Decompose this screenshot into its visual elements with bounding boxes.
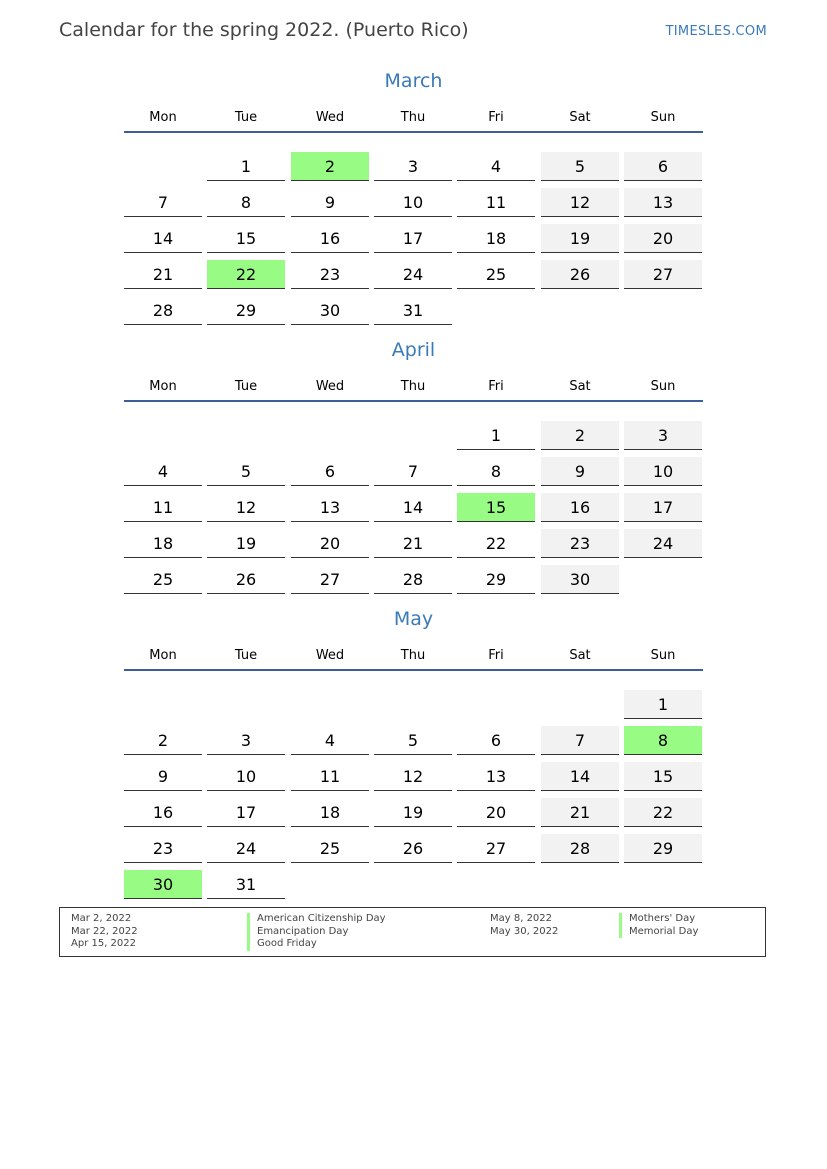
legend-date: Mar 22, 2022 xyxy=(71,925,138,937)
weekday-header: Sun xyxy=(650,379,676,394)
weekday-header: Mon xyxy=(149,110,177,125)
day-cell: 24 xyxy=(624,529,702,558)
day-cell: 9 xyxy=(291,188,369,217)
holiday-day-cell: 30 xyxy=(124,870,202,899)
day-cell: 20 xyxy=(291,529,369,558)
day-cell: 10 xyxy=(624,457,702,486)
day-cell: 4 xyxy=(291,726,369,755)
day-cell: 26 xyxy=(207,565,285,594)
legend-holiday-name: Good Friday xyxy=(247,938,317,951)
weekday-header: Mon xyxy=(149,379,177,394)
weekday-header: Mon xyxy=(149,648,177,663)
day-cell: 7 xyxy=(541,726,619,755)
day-cell: 11 xyxy=(457,188,535,217)
header-divider xyxy=(124,400,703,402)
day-cell: 7 xyxy=(124,188,202,217)
weekday-header: Tue xyxy=(234,648,258,663)
header-divider xyxy=(124,131,703,133)
weekday-header: Fri xyxy=(488,648,504,663)
day-cell: 16 xyxy=(124,798,202,827)
holiday-day-cell: 22 xyxy=(207,260,285,289)
day-cell: 22 xyxy=(457,529,535,558)
day-cell: 29 xyxy=(624,834,702,863)
day-cell: 17 xyxy=(207,798,285,827)
day-cell: 27 xyxy=(457,834,535,863)
weekday-header: Sat xyxy=(569,379,591,394)
day-cell: 17 xyxy=(374,224,452,253)
day-cell: 5 xyxy=(207,457,285,486)
day-cell: 21 xyxy=(124,260,202,289)
day-cell: 15 xyxy=(207,224,285,253)
day-cell: 19 xyxy=(207,529,285,558)
weekday-header: Thu xyxy=(400,110,426,125)
day-cell: 31 xyxy=(374,296,452,325)
day-cell: 17 xyxy=(624,493,702,522)
month-name: April xyxy=(391,339,436,361)
day-cell: 25 xyxy=(291,834,369,863)
day-cell: 13 xyxy=(457,762,535,791)
legend-holiday-name: Emancipation Day xyxy=(247,926,348,939)
holiday-day-cell: 2 xyxy=(291,152,369,181)
day-cell: 29 xyxy=(207,296,285,325)
day-cell: 3 xyxy=(624,421,702,450)
day-cell: 6 xyxy=(624,152,702,181)
legend-holiday-name: Mothers' Day xyxy=(619,913,695,926)
header-divider xyxy=(124,669,703,671)
weekday-header: Wed xyxy=(315,379,345,394)
day-cell: 23 xyxy=(541,529,619,558)
day-cell: 3 xyxy=(207,726,285,755)
weekday-header: Fri xyxy=(488,110,504,125)
page-title: Calendar for the spring 2022. (Puerto Rico) xyxy=(59,19,469,41)
weekday-header: Sat xyxy=(569,110,591,125)
day-cell: 6 xyxy=(291,457,369,486)
day-cell: 29 xyxy=(457,565,535,594)
day-cell: 14 xyxy=(541,762,619,791)
legend-date: Mar 2, 2022 xyxy=(71,913,132,924)
day-cell: 14 xyxy=(124,224,202,253)
day-cell: 31 xyxy=(207,870,285,899)
day-cell: 11 xyxy=(291,762,369,791)
month-may xyxy=(124,608,703,928)
day-cell: 12 xyxy=(207,493,285,522)
month-name: May xyxy=(393,608,434,630)
day-cell: 5 xyxy=(541,152,619,181)
day-cell: 27 xyxy=(624,260,702,289)
day-cell: 9 xyxy=(124,762,202,791)
day-cell: 23 xyxy=(124,834,202,863)
day-cell: 3 xyxy=(374,152,452,181)
month-name: March xyxy=(384,70,443,92)
weekday-header: Thu xyxy=(400,379,426,394)
day-cell: 18 xyxy=(124,529,202,558)
day-cell: 16 xyxy=(541,493,619,522)
legend-date: May 8, 2022 xyxy=(490,913,553,924)
day-cell: 23 xyxy=(291,260,369,289)
day-cell: 4 xyxy=(457,152,535,181)
day-cell: 30 xyxy=(291,296,369,325)
weekday-header: Wed xyxy=(315,648,345,663)
holiday-day-cell: 8 xyxy=(624,726,702,755)
weekday-header: Fri xyxy=(488,379,504,394)
day-cell: 14 xyxy=(374,493,452,522)
day-cell: 21 xyxy=(541,798,619,827)
day-cell: 12 xyxy=(541,188,619,217)
weekday-header: Sun xyxy=(650,648,676,663)
day-cell: 13 xyxy=(624,188,702,217)
day-cell: 16 xyxy=(291,224,369,253)
day-cell: 6 xyxy=(457,726,535,755)
day-cell: 10 xyxy=(374,188,452,217)
day-cell: 20 xyxy=(624,224,702,253)
day-cell: 27 xyxy=(291,565,369,594)
day-cell: 26 xyxy=(541,260,619,289)
day-cell: 18 xyxy=(291,798,369,827)
day-cell: 1 xyxy=(207,152,285,181)
weekday-header: Sun xyxy=(650,110,676,125)
day-cell: 19 xyxy=(374,798,452,827)
day-cell: 26 xyxy=(374,834,452,863)
weekday-header: Wed xyxy=(315,110,345,125)
weekday-header: Sat xyxy=(569,648,591,663)
day-cell: 7 xyxy=(374,457,452,486)
day-cell: 25 xyxy=(457,260,535,289)
day-cell: 9 xyxy=(541,457,619,486)
day-cell: 25 xyxy=(124,565,202,594)
day-cell: 8 xyxy=(457,457,535,486)
day-cell: 12 xyxy=(374,762,452,791)
day-cell: 10 xyxy=(207,762,285,791)
day-cell: 4 xyxy=(124,457,202,486)
day-cell: 13 xyxy=(291,493,369,522)
day-cell: 28 xyxy=(541,834,619,863)
site-link[interactable]: TIMESLES.COM xyxy=(665,24,767,39)
day-cell: 22 xyxy=(624,798,702,827)
day-cell: 24 xyxy=(207,834,285,863)
day-cell: 18 xyxy=(457,224,535,253)
holiday-day-cell: 15 xyxy=(457,493,535,522)
legend-date: Apr 15, 2022 xyxy=(71,938,137,949)
day-cell: 21 xyxy=(374,529,452,558)
day-cell: 19 xyxy=(541,224,619,253)
day-cell: 1 xyxy=(624,690,702,719)
day-cell: 24 xyxy=(374,260,452,289)
day-cell: 20 xyxy=(457,798,535,827)
day-cell: 30 xyxy=(541,565,619,594)
day-cell: 5 xyxy=(374,726,452,755)
legend-date: May 30, 2022 xyxy=(490,925,559,937)
day-cell: 28 xyxy=(124,296,202,325)
day-cell: 11 xyxy=(124,493,202,522)
day-cell: 28 xyxy=(374,565,452,594)
weekday-header: Tue xyxy=(234,379,258,394)
day-cell: 1 xyxy=(457,421,535,450)
weekday-header: Tue xyxy=(234,110,258,125)
weekday-header: Thu xyxy=(400,648,426,663)
day-cell: 15 xyxy=(624,762,702,791)
day-cell: 2 xyxy=(541,421,619,450)
day-cell: 2 xyxy=(124,726,202,755)
holiday-legend xyxy=(59,907,766,957)
day-cell: 8 xyxy=(207,188,285,217)
legend-holiday-name: Memorial Day xyxy=(619,926,698,939)
legend-holiday-name: American Citizenship Day xyxy=(247,913,386,926)
